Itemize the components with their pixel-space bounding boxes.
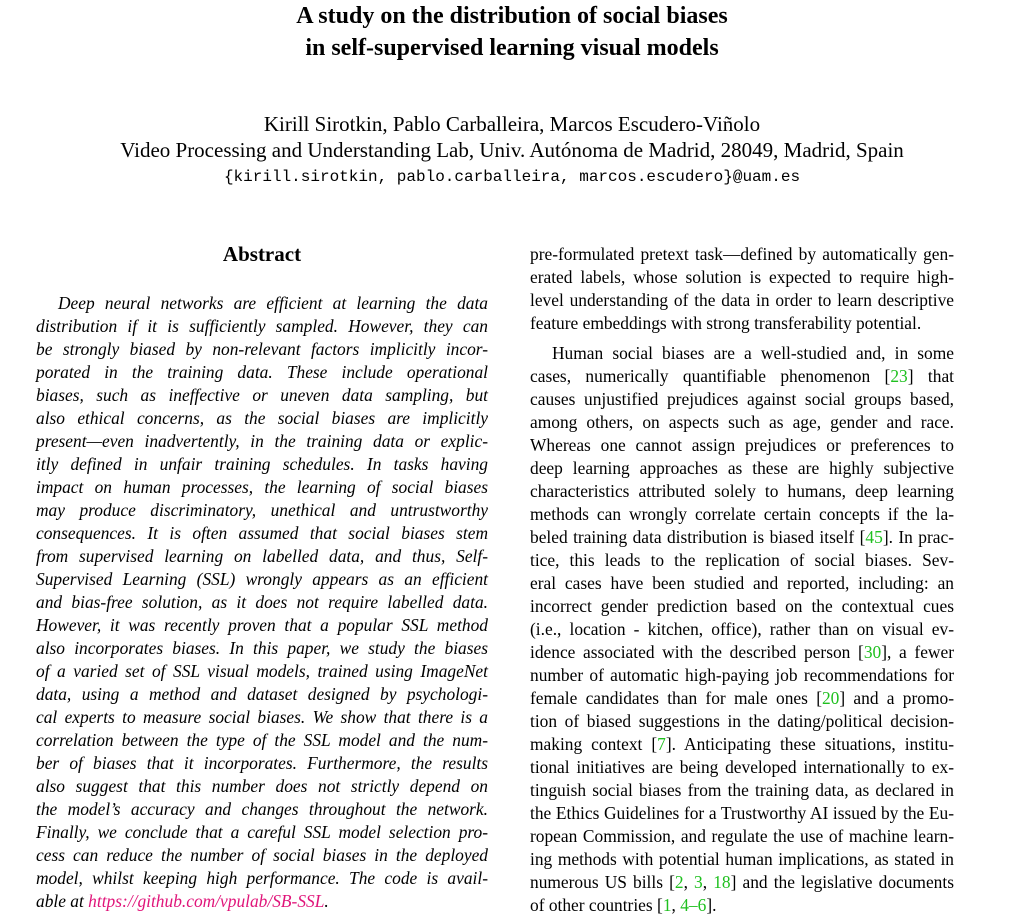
citation-link[interactable]: 3 <box>694 872 703 892</box>
intro-line: erated labels, whose solution is expected to require high- <box>530 267 954 287</box>
intro-line: characteristics attributed solely to humans, deep learning <box>530 481 954 501</box>
abstract-line: may produce discriminatory, unethical and untrustworthy <box>36 500 488 520</box>
abstract-line: Finally, we conclude that a careful SSL model selection pro- <box>36 822 488 842</box>
abstract-line: porated in the training data. These include operational <box>36 362 488 382</box>
intro-text: , a fewer <box>887 642 955 662</box>
citation-link[interactable]: 23 <box>890 366 908 386</box>
citation-link[interactable]: 20 <box>821 688 840 708</box>
intro-line: ropean Commission, and regulate the use of machine learn- <box>530 826 954 846</box>
intro-text: of other countries <box>530 895 658 915</box>
intro-line: methods can wrongly correlate certain concepts if the la- <box>530 504 954 524</box>
abstract-line: biases, such as ineffective or uneven data sampling, but <box>36 385 488 405</box>
abstract-line: However, it was recently proven that a popular SSL method <box>36 615 488 635</box>
intro-line: among others, on aspects such as age, gender and race. <box>530 412 954 432</box>
code-link[interactable]: https://github.com/vpulab/SB-SSL <box>88 891 325 911</box>
abstract-line: also incorporates biases. In this paper, we study the biases <box>36 638 488 658</box>
intro-line: causes unjustified prejudices against social groups based, <box>530 389 954 409</box>
abstract-line: also suggest that this number does not strictly depend on <box>36 776 488 796</box>
intro-text: . Anticipating these situations, institu- <box>671 734 954 754</box>
paper-title <box>0 0 1024 64</box>
abstract-line: Supervised Learning (SSL) wrongly appears as an efficient <box>36 569 488 589</box>
abstract-line: consequences. It is often assumed that social biases stem <box>36 523 488 543</box>
intro-text: female candidates than for male ones <box>530 688 817 708</box>
intro-text: and a promo- <box>845 688 954 708</box>
intro-text: making context <box>530 734 652 754</box>
abstract-line: from supervised learning on labelled data, and thus, Self- <box>36 546 488 566</box>
intro-line: feature embeddings with strong transferability potential. <box>530 313 922 333</box>
abstract-line: data, using a method and dataset designed by psychologi- <box>36 684 488 704</box>
intro-line: idence associated with the described person [30], a fewer <box>530 642 955 662</box>
abstract-body <box>36 292 488 913</box>
intro-text: cases, numerically quantifiable phenomenon <box>530 366 885 386</box>
intro-line: pre-formulated pretext task—defined by automatically gen- <box>530 244 954 264</box>
intro-line: incorrect gender prediction based on the contextual cues <box>530 596 954 616</box>
intro-line: of other countries [1, 4–6]. <box>530 895 717 915</box>
citation-link[interactable]: 1 <box>662 895 672 915</box>
intro-line: numerous US bills [2, 3, 18] and the legislative documents <box>530 872 954 892</box>
intro-text: and the legislative documents <box>736 872 954 892</box>
author-emails: {kirill.sirotkin, pablo.carballeira, marcos.escudero}@uam.es <box>223 168 801 186</box>
intro-line: Whereas one cannot assign prejudices or preferences to <box>530 435 954 455</box>
intro-line: ing methods with potential human implications, as stated in <box>530 849 954 869</box>
abstract-text: . <box>324 891 329 911</box>
intro-text: . In prac- <box>888 527 954 547</box>
abstract-line: present—even inadvertently, in the training data or explic- <box>36 431 488 451</box>
abstract-line: the model’s accuracy and changes throughout the network. <box>36 799 488 819</box>
intro-text: beled training data distribution is biased itself <box>530 527 860 547</box>
abstract-line: impact on human processes, the learning of social biases <box>36 477 488 497</box>
citation-link[interactable]: 4–6 <box>680 895 707 915</box>
intro-line: deep learning approaches as these are highly subjective <box>530 458 954 478</box>
abstract-line: itly defined in unfair training schedules. In tasks having <box>36 454 488 474</box>
abstract-line: of a varied set of SSL visual models, trained using ImageNet <box>36 661 488 681</box>
intro-line: level understanding of the data in order to learn descriptive <box>530 290 954 310</box>
abstract-line: distribution if it is sufficiently sampled. However, they can <box>36 316 488 336</box>
intro-line: tinguish social biases from the training data, as declared in <box>530 780 954 800</box>
citation-link[interactable]: 30 <box>863 642 882 662</box>
citation-link[interactable]: 45 <box>865 527 883 547</box>
intro-text: numerous US bills <box>530 872 670 892</box>
title-line-1: A study on the distribution of social biases <box>296 3 728 29</box>
abstract-text: able at <box>36 891 89 911</box>
intro-text: . <box>712 895 717 915</box>
abstract-line: model, whilst keeping high performance. The code is avail- <box>36 868 488 888</box>
abstract-line: be strongly biased by non-relevant factors implicitly incor- <box>36 339 488 359</box>
intro-text: idence associated with the described person <box>530 642 859 662</box>
intro-line: number of automatic high-paying job recommendations for <box>530 665 954 685</box>
abstract-line: cal experts to measure social biases. We show that there is a <box>36 707 488 727</box>
intro-line: beled training data distribution is biased itself [45]. In prac- <box>530 527 954 547</box>
abstract-heading: Abstract <box>222 242 302 266</box>
intro-line: making context [7]. Anticipating these situations, institu- <box>530 734 954 754</box>
affiliation: Video Processing and Understanding Lab, Univ. Autónoma de Madrid, 28049, Madrid, Spain <box>120 138 904 162</box>
intro-line: the Ethics Guidelines for a Trustworthy AI issued by the Eu- <box>530 803 954 823</box>
abstract-line: and bias-free solution, as it does not require labelled data. <box>36 592 488 612</box>
author-list: Kirill Sirotkin, Pablo Carballeira, Marcos Escudero-Viñolo <box>263 112 761 136</box>
intro-line: Human social biases are a well-studied and, in some <box>552 343 954 363</box>
title-line-2: in self-supervised learning visual models <box>305 35 719 61</box>
introduction-body <box>530 243 954 917</box>
intro-line: tice, this leads to the replication of social biases. Sev- <box>530 550 954 570</box>
abstract-line: ber of biases that it incorporates. Furthermore, the results <box>36 753 488 773</box>
abstract-line: also ethical concerns, as the social biases are implicitly <box>36 408 488 428</box>
abstract-line: Deep neural networks are efficient at learning the data <box>58 293 488 313</box>
intro-line: tional initiatives are being developed internationally to ex- <box>530 757 954 777</box>
citation-link[interactable]: 7 <box>657 734 666 754</box>
intro-line: female candidates than for male ones [20] and a promo- <box>530 688 954 708</box>
citation-link[interactable]: 2 <box>674 872 684 892</box>
intro-line: eral cases have been studied and reported, including: an <box>530 573 954 593</box>
citation-link[interactable]: 18 <box>713 872 731 892</box>
abstract-line: correlation between the type of the SSL model and the num- <box>36 730 488 750</box>
intro-line: cases, numerically quantifiable phenomenon [23] that <box>530 366 954 386</box>
intro-line: tion of biased suggestions in the dating/political decision- <box>530 711 954 731</box>
intro-line: (i.e., location - kitchen, office), rather than on visual ev- <box>530 619 954 639</box>
abstract-line: cess can reduce the number of social biases in the deployed <box>36 845 488 865</box>
intro-text: that <box>913 366 954 386</box>
